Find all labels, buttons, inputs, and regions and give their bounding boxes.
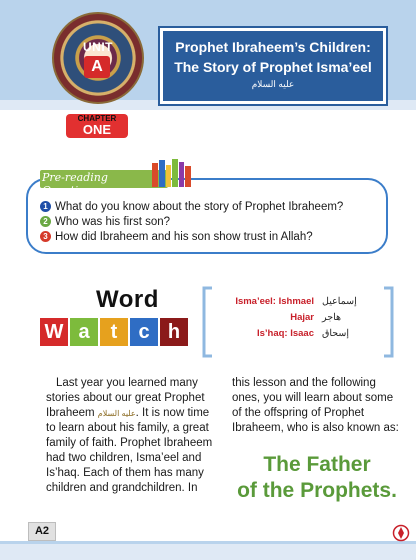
title-honorific: عليه السلام — [251, 79, 295, 89]
books-icon — [150, 157, 194, 187]
vocab-en-3: Is’haq: Isaac — [256, 328, 314, 339]
highlight-line-2: of the Prophets. — [237, 479, 397, 502]
question-text-1: What do you know about the story of Prophet Ibraheem? — [55, 201, 344, 213]
prereading-title: Pre-reading Questions — [42, 171, 108, 197]
title-line-1: Prophet Ibraheem’s Children: — [175, 39, 371, 55]
body-left-honorific: عليه السلام — [97, 409, 136, 418]
page-number: A2 — [28, 522, 56, 541]
unit-letter: A — [84, 56, 110, 78]
footer-stripe — [0, 544, 416, 560]
body-left-text-2: . It is now time to learn about his family, a great family of faith. Prophet Ibraheem had two children, Isma’eel and Is’haq. Each of them has many children and grandchildren. In — [46, 407, 213, 494]
watch-letter-h: h — [160, 318, 188, 346]
chapter-number: ONE — [82, 122, 112, 137]
unit-label: UNIT — [83, 40, 113, 54]
question-text-3: How did Ibraheem and his son show trust in Allah? — [55, 231, 313, 243]
vocab-ar-3: إسحاق — [322, 328, 349, 339]
question-number-1: 1 — [40, 201, 51, 212]
vocab-en-1: Isma’eel: Ishmael — [235, 296, 314, 307]
title-box — [160, 28, 386, 104]
watch-letter-a: a — [70, 318, 98, 346]
body-left-text-1: Last year you learned many stories about our great Prophet Ibraheem — [46, 377, 205, 419]
question-2 — [40, 216, 170, 228]
watch-letter-t: t — [100, 318, 128, 346]
body-right-column: this lesson and the following ones, you will learn about some of the offspring of Prophet Ibraheem, who is also known as: — [232, 377, 399, 434]
word-watch-letters — [40, 318, 190, 346]
watch-letter-w: W — [40, 318, 68, 346]
ornament-icon — [392, 524, 410, 542]
father-of-prophets-heading — [222, 452, 412, 504]
question-text-2: Who was his first son? — [55, 216, 171, 228]
title-line-2: The Story of Prophet Isma’eel — [174, 59, 372, 75]
body-left-column — [46, 376, 214, 496]
highlight-line-1: The Father — [263, 453, 371, 476]
word-watch-word: Word — [96, 286, 159, 313]
chapter-label: CHAPTER — [77, 114, 117, 123]
question-3 — [40, 231, 313, 243]
question-number-2: 2 — [40, 216, 51, 227]
vocab-ar-1: إسماعيل — [322, 296, 357, 307]
question-number-3: 3 — [40, 231, 51, 242]
vocab-en-2: Hajar — [290, 312, 314, 323]
vocab-ar-2: هاجر — [322, 312, 342, 323]
question-1 — [40, 201, 343, 213]
watch-letter-c: c — [130, 318, 158, 346]
